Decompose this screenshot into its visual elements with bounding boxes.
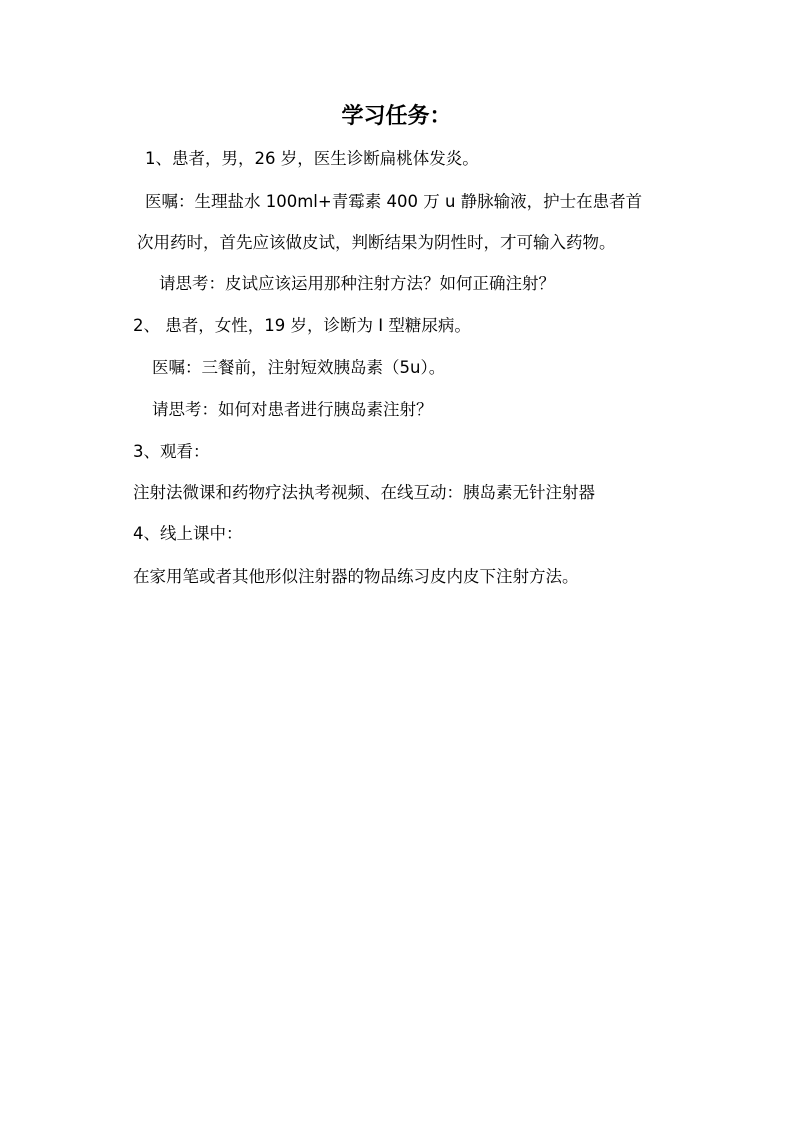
paragraph-line-case-1: 1、患者，男，26 岁，医生诊断扁桃体发炎。 <box>145 149 479 168</box>
document-title: 学习任务： <box>341 104 452 129</box>
paragraph-line-order-1b: 次用药时，首先应该做皮试，判断结果为阴性时，才可输入药物。 <box>137 233 616 252</box>
paragraph-line-watch-heading: 3、观看： <box>133 442 210 461</box>
paragraph-line-order-2: 医嘱：三餐前，注射短效胰岛素（5u）。 <box>152 358 446 377</box>
paragraph-line-question-2: 请思考：如何对患者进行胰岛素注射？ <box>152 400 433 419</box>
paragraph-line-class-heading: 4、线上课中： <box>133 524 243 543</box>
paragraph-line-question-1: 请思考：皮试应该运用那种注射方法？如何正确注射？ <box>159 274 555 293</box>
paragraph-line-watch-content: 注射法微课和药物疗法执考视频、在线互动：胰岛素无针注射器 <box>133 483 595 502</box>
paragraph-line-class-content: 在家用笔或者其他形似注射器的物品练习皮内皮下注射方法。 <box>133 567 579 586</box>
paragraph-line-case-2: 2、 患者，女性，19 岁，诊断为 I 型糖尿病。 <box>133 316 471 335</box>
paragraph-line-order-1a: 医嘱：生理盐水 100ml+青霉素 400 万 u 静脉输液，护士在患者首 <box>145 192 643 211</box>
